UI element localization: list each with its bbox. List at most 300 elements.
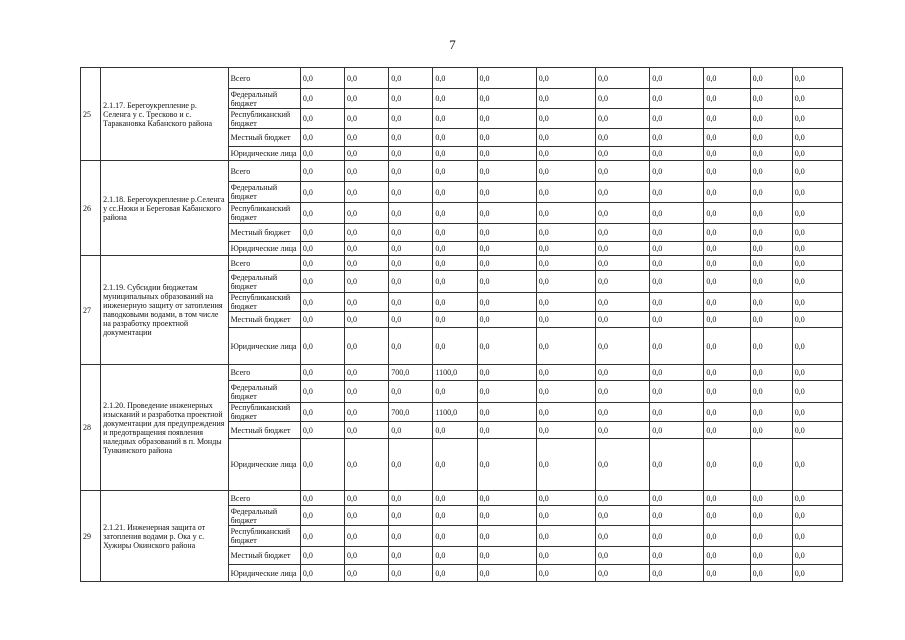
value-cell: 0,0: [704, 506, 750, 526]
value-cell: 0,0: [704, 109, 750, 129]
funding-source-label: Юридические лица: [228, 439, 300, 491]
value-cell: 0,0: [300, 293, 344, 312]
funding-source-label: Всего: [228, 491, 300, 506]
value-cell: 0,0: [345, 89, 389, 109]
value-cell: 0,0: [477, 224, 536, 242]
value-cell: 0,0: [536, 381, 595, 403]
value-cell: 0,0: [345, 109, 389, 129]
funding-source-label: Всего: [228, 256, 300, 271]
value-cell: 0,0: [595, 129, 649, 147]
value-cell: 0,0: [792, 526, 842, 547]
funding-source-label: Всего: [228, 161, 300, 182]
value-cell: 0,0: [389, 224, 433, 242]
value-cell: 0,0: [536, 224, 595, 242]
value-cell: 0,0: [595, 312, 649, 328]
value-cell: 0,0: [595, 328, 649, 365]
funding-source-label: Местный бюджет: [228, 547, 300, 565]
value-cell: 0,0: [704, 491, 750, 506]
value-cell: 0,0: [536, 242, 595, 256]
value-cell: 0,0: [345, 439, 389, 491]
value-cell: 0,0: [433, 147, 477, 161]
value-cell: 0,0: [433, 526, 477, 547]
item-number: 25: [81, 68, 101, 161]
value-cell: 0,0: [477, 256, 536, 271]
value-cell: 0,0: [300, 203, 344, 224]
funding-source-label: Федеральный бюджет: [228, 506, 300, 526]
value-cell: 0,0: [595, 89, 649, 109]
value-cell: 0,0: [345, 328, 389, 365]
value-cell: 0,0: [345, 312, 389, 328]
value-cell: 0,0: [595, 271, 649, 293]
value-cell: 0,0: [477, 203, 536, 224]
value-cell: 0,0: [650, 491, 704, 506]
value-cell: 0,0: [792, 381, 842, 403]
value-cell: 0,0: [750, 109, 792, 129]
value-cell: 0,0: [595, 242, 649, 256]
item-number: 27: [81, 256, 101, 365]
value-cell: 0,0: [536, 506, 595, 526]
value-cell: 0,0: [433, 161, 477, 182]
value-cell: 0,0: [345, 224, 389, 242]
value-cell: 0,0: [650, 293, 704, 312]
value-cell: 0,0: [389, 271, 433, 293]
value-cell: 0,0: [389, 147, 433, 161]
value-cell: 0,0: [595, 422, 649, 439]
value-cell: 0,0: [595, 439, 649, 491]
value-cell: 0,0: [595, 381, 649, 403]
value-cell: 0,0: [300, 328, 344, 365]
value-cell: 0,0: [300, 422, 344, 439]
value-cell: 0,0: [300, 182, 344, 203]
value-cell: 0,0: [345, 242, 389, 256]
value-cell: 0,0: [389, 161, 433, 182]
value-cell: 700,0: [389, 403, 433, 422]
value-cell: 0,0: [750, 147, 792, 161]
value-cell: 0,0: [300, 365, 344, 381]
value-cell: 0,0: [650, 203, 704, 224]
value-cell: 0,0: [536, 365, 595, 381]
funding-source-label: Местный бюджет: [228, 129, 300, 147]
value-cell: 0,0: [792, 147, 842, 161]
value-cell: 0,0: [536, 129, 595, 147]
value-cell: 0,0: [792, 312, 842, 328]
value-cell: 0,0: [389, 182, 433, 203]
value-cell: 0,0: [792, 293, 842, 312]
value-cell: 0,0: [750, 491, 792, 506]
value-cell: 0,0: [650, 439, 704, 491]
funding-source-label: Юридические лица: [228, 242, 300, 256]
value-cell: 0,0: [300, 224, 344, 242]
value-cell: 0,0: [792, 271, 842, 293]
value-cell: 0,0: [750, 161, 792, 182]
value-cell: 0,0: [477, 182, 536, 203]
value-cell: 0,0: [345, 381, 389, 403]
value-cell: 0,0: [300, 439, 344, 491]
value-cell: 0,0: [650, 547, 704, 565]
value-cell: 0,0: [704, 293, 750, 312]
value-cell: 0,0: [704, 89, 750, 109]
value-cell: 0,0: [650, 182, 704, 203]
value-cell: 0,0: [433, 182, 477, 203]
value-cell: 0,0: [650, 271, 704, 293]
value-cell: 0,0: [650, 224, 704, 242]
value-cell: 0,0: [750, 328, 792, 365]
value-cell: 0,0: [536, 271, 595, 293]
value-cell: 0,0: [433, 109, 477, 129]
table-row: [81, 491, 843, 506]
funding-source-label: Всего: [228, 365, 300, 381]
value-cell: 0,0: [536, 312, 595, 328]
value-cell: 0,0: [704, 256, 750, 271]
item-title: 2.1.20. Проведение инженерных изысканий и разработка проектной документации для предупреждения и предотвращения появления наледных образований в п. Монды Тункинского района: [101, 365, 229, 491]
value-cell: 0,0: [345, 526, 389, 547]
value-cell: 0,0: [792, 491, 842, 506]
value-cell: 0,0: [389, 422, 433, 439]
value-cell: 0,0: [389, 547, 433, 565]
funding-source-label: Федеральный бюджет: [228, 271, 300, 293]
value-cell: 0,0: [300, 312, 344, 328]
value-cell: 0,0: [345, 68, 389, 89]
value-cell: 0,0: [300, 565, 344, 582]
funding-source-label: Федеральный бюджет: [228, 89, 300, 109]
funding-source-label: Республиканский бюджет: [228, 203, 300, 224]
item-title: 2.1.18. Берегоукрепление р.Селенга у сс.Нюки и Береговая Кабанского района: [101, 161, 229, 256]
value-cell: 0,0: [433, 439, 477, 491]
value-cell: 0,0: [477, 565, 536, 582]
value-cell: 0,0: [300, 89, 344, 109]
value-cell: 0,0: [650, 403, 704, 422]
table-row: [81, 365, 843, 381]
value-cell: 0,0: [750, 271, 792, 293]
value-cell: 0,0: [389, 109, 433, 129]
funding-source-label: Юридические лица: [228, 328, 300, 365]
item-title: 2.1.17. Берегоукрепление р. Селенга у с. Тресково и с. Таракановка Кабанского района: [101, 68, 229, 161]
value-cell: 0,0: [433, 328, 477, 365]
value-cell: 0,0: [595, 365, 649, 381]
value-cell: 0,0: [477, 422, 536, 439]
value-cell: 0,0: [433, 242, 477, 256]
value-cell: 0,0: [536, 147, 595, 161]
value-cell: 0,0: [300, 129, 344, 147]
value-cell: 0,0: [650, 256, 704, 271]
value-cell: 0,0: [389, 242, 433, 256]
value-cell: 0,0: [536, 526, 595, 547]
value-cell: 0,0: [389, 312, 433, 328]
value-cell: 0,0: [433, 293, 477, 312]
value-cell: 0,0: [792, 422, 842, 439]
value-cell: 0,0: [433, 203, 477, 224]
value-cell: 0,0: [595, 182, 649, 203]
value-cell: 0,0: [536, 403, 595, 422]
value-cell: 0,0: [650, 328, 704, 365]
value-cell: 0,0: [595, 203, 649, 224]
value-cell: 0,0: [477, 526, 536, 547]
value-cell: 0,0: [300, 547, 344, 565]
value-cell: 0,0: [750, 224, 792, 242]
value-cell: 0,0: [389, 293, 433, 312]
value-cell: 0,0: [650, 526, 704, 547]
item-title: 2.1.21. Инженерная защита от затопления водами р. Ока у с. Хужиры Окинского района: [101, 491, 229, 582]
value-cell: 0,0: [650, 242, 704, 256]
value-cell: 0,0: [650, 109, 704, 129]
page-number: 7: [449, 37, 456, 52]
value-cell: 0,0: [704, 365, 750, 381]
value-cell: 0,0: [595, 506, 649, 526]
value-cell: 0,0: [433, 129, 477, 147]
value-cell: 0,0: [595, 109, 649, 129]
value-cell: 0,0: [792, 242, 842, 256]
value-cell: 0,0: [792, 68, 842, 89]
value-cell: 0,0: [345, 565, 389, 582]
value-cell: 0,0: [389, 129, 433, 147]
value-cell: 0,0: [433, 89, 477, 109]
value-cell: 0,0: [389, 381, 433, 403]
value-cell: 0,0: [650, 89, 704, 109]
value-cell: 0,0: [750, 256, 792, 271]
value-cell: 0,0: [536, 161, 595, 182]
value-cell: 0,0: [345, 293, 389, 312]
value-cell: 0,0: [595, 293, 649, 312]
value-cell: 0,0: [477, 68, 536, 89]
value-cell: 0,0: [389, 256, 433, 271]
value-cell: 0,0: [300, 381, 344, 403]
value-cell: 0,0: [345, 256, 389, 271]
value-cell: 0,0: [704, 271, 750, 293]
value-cell: 0,0: [345, 547, 389, 565]
funding-source-label: Юридические лица: [228, 147, 300, 161]
value-cell: 0,0: [595, 403, 649, 422]
value-cell: 0,0: [536, 256, 595, 271]
value-cell: 0,0: [477, 506, 536, 526]
value-cell: 0,0: [792, 256, 842, 271]
value-cell: 0,0: [750, 526, 792, 547]
value-cell: 0,0: [704, 422, 750, 439]
value-cell: 0,0: [750, 439, 792, 491]
value-cell: 0,0: [345, 506, 389, 526]
value-cell: 0,0: [595, 161, 649, 182]
value-cell: 0,0: [300, 109, 344, 129]
value-cell: 0,0: [477, 547, 536, 565]
funding-source-label: Федеральный бюджет: [228, 182, 300, 203]
value-cell: 0,0: [595, 224, 649, 242]
value-cell: 0,0: [792, 203, 842, 224]
value-cell: 0,0: [300, 161, 344, 182]
value-cell: 0,0: [389, 89, 433, 109]
value-cell: 0,0: [650, 365, 704, 381]
value-cell: 0,0: [389, 439, 433, 491]
value-cell: 0,0: [595, 491, 649, 506]
value-cell: 0,0: [389, 68, 433, 89]
value-cell: 0,0: [750, 182, 792, 203]
value-cell: 0,0: [650, 68, 704, 89]
value-cell: 0,0: [477, 147, 536, 161]
value-cell: 0,0: [750, 68, 792, 89]
value-cell: 0,0: [300, 242, 344, 256]
table-row: [81, 256, 843, 271]
value-cell: 0,0: [477, 293, 536, 312]
value-cell: 0,0: [477, 439, 536, 491]
value-cell: 0,0: [536, 491, 595, 506]
value-cell: 0,0: [536, 547, 595, 565]
value-cell: 0,0: [433, 565, 477, 582]
value-cell: 0,0: [704, 182, 750, 203]
value-cell: 0,0: [300, 491, 344, 506]
value-cell: 0,0: [650, 129, 704, 147]
value-cell: 0,0: [300, 68, 344, 89]
value-cell: 0,0: [750, 403, 792, 422]
value-cell: 0,0: [345, 422, 389, 439]
value-cell: 0,0: [300, 403, 344, 422]
value-cell: 0,0: [792, 328, 842, 365]
value-cell: 0,0: [433, 491, 477, 506]
value-cell: 0,0: [704, 565, 750, 582]
funding-source-label: Юридические лица: [228, 565, 300, 582]
value-cell: 0,0: [750, 365, 792, 381]
value-cell: 0,0: [477, 365, 536, 381]
value-cell: 0,0: [750, 506, 792, 526]
value-cell: 0,0: [704, 147, 750, 161]
value-cell: 0,0: [750, 565, 792, 582]
funding-source-label: Местный бюджет: [228, 224, 300, 242]
value-cell: 1100,0: [433, 365, 477, 381]
value-cell: 0,0: [704, 547, 750, 565]
value-cell: 0,0: [300, 506, 344, 526]
value-cell: 0,0: [595, 547, 649, 565]
value-cell: 0,0: [650, 147, 704, 161]
value-cell: 0,0: [345, 129, 389, 147]
value-cell: 0,0: [704, 161, 750, 182]
value-cell: 0,0: [704, 403, 750, 422]
value-cell: 0,0: [345, 161, 389, 182]
value-cell: 0,0: [433, 68, 477, 89]
value-cell: 0,0: [433, 381, 477, 403]
value-cell: 0,0: [477, 242, 536, 256]
value-cell: 0,0: [389, 506, 433, 526]
value-cell: 0,0: [750, 312, 792, 328]
value-cell: 0,0: [595, 526, 649, 547]
funding-source-label: Местный бюджет: [228, 422, 300, 439]
funding-source-label: Республиканский бюджет: [228, 526, 300, 547]
value-cell: 0,0: [300, 526, 344, 547]
value-cell: 0,0: [536, 422, 595, 439]
item-title: 2.1.19. Субсидии бюджетам муниципальных образований на инженерную защиту от затопления паводковыми водами, в том числе на разработку проектной документации: [101, 256, 229, 365]
value-cell: 0,0: [477, 491, 536, 506]
funding-source-label: Местный бюджет: [228, 312, 300, 328]
value-cell: 0,0: [595, 565, 649, 582]
value-cell: 0,0: [792, 109, 842, 129]
value-cell: 0,0: [792, 129, 842, 147]
value-cell: 0,0: [389, 565, 433, 582]
value-cell: 0,0: [477, 109, 536, 129]
value-cell: 0,0: [595, 147, 649, 161]
value-cell: 0,0: [477, 129, 536, 147]
value-cell: 0,0: [704, 203, 750, 224]
funding-source-label: Республиканский бюджет: [228, 109, 300, 129]
value-cell: 0,0: [433, 422, 477, 439]
value-cell: 0,0: [750, 293, 792, 312]
value-cell: 0,0: [792, 439, 842, 491]
value-cell: 0,0: [389, 491, 433, 506]
value-cell: 0,0: [389, 328, 433, 365]
value-cell: 0,0: [536, 182, 595, 203]
value-cell: 0,0: [792, 506, 842, 526]
value-cell: 0,0: [345, 365, 389, 381]
value-cell: 0,0: [792, 365, 842, 381]
value-cell: 0,0: [345, 491, 389, 506]
value-cell: 0,0: [536, 439, 595, 491]
value-cell: 0,0: [536, 293, 595, 312]
value-cell: 0,0: [433, 256, 477, 271]
value-cell: 0,0: [345, 203, 389, 224]
value-cell: 0,0: [536, 328, 595, 365]
value-cell: 0,0: [433, 224, 477, 242]
value-cell: 0,0: [792, 89, 842, 109]
table-row: [81, 161, 843, 182]
item-number: 26: [81, 161, 101, 256]
value-cell: 0,0: [650, 381, 704, 403]
value-cell: 0,0: [477, 328, 536, 365]
value-cell: 700,0: [389, 365, 433, 381]
funding-source-label: Республиканский бюджет: [228, 293, 300, 312]
value-cell: 0,0: [433, 506, 477, 526]
value-cell: 0,0: [704, 129, 750, 147]
funding-source-label: Всего: [228, 68, 300, 89]
value-cell: 0,0: [704, 526, 750, 547]
value-cell: 0,0: [536, 109, 595, 129]
value-cell: 0,0: [536, 203, 595, 224]
item-number: 29: [81, 491, 101, 582]
value-cell: 0,0: [704, 312, 750, 328]
value-cell: 0,0: [345, 403, 389, 422]
value-cell: 0,0: [792, 161, 842, 182]
value-cell: 0,0: [750, 203, 792, 224]
value-cell: 0,0: [389, 203, 433, 224]
value-cell: 0,0: [650, 422, 704, 439]
value-cell: 0,0: [536, 565, 595, 582]
item-number: 28: [81, 365, 101, 491]
value-cell: 0,0: [433, 547, 477, 565]
value-cell: 0,0: [345, 182, 389, 203]
value-cell: 0,0: [477, 161, 536, 182]
value-cell: 0,0: [389, 526, 433, 547]
value-cell: 0,0: [704, 328, 750, 365]
value-cell: 0,0: [477, 403, 536, 422]
value-cell: 0,0: [750, 242, 792, 256]
value-cell: 0,0: [595, 256, 649, 271]
value-cell: 0,0: [477, 312, 536, 328]
value-cell: 0,0: [704, 381, 750, 403]
value-cell: 0,0: [704, 224, 750, 242]
value-cell: 0,0: [300, 256, 344, 271]
value-cell: 0,0: [536, 68, 595, 89]
value-cell: 0,0: [595, 68, 649, 89]
value-cell: 0,0: [300, 271, 344, 293]
value-cell: 0,0: [750, 547, 792, 565]
value-cell: 0,0: [792, 565, 842, 582]
value-cell: 0,0: [345, 271, 389, 293]
value-cell: 0,0: [433, 312, 477, 328]
value-cell: 0,0: [536, 89, 595, 109]
value-cell: 0,0: [704, 439, 750, 491]
value-cell: 0,0: [750, 89, 792, 109]
value-cell: 0,0: [477, 89, 536, 109]
budget-table: [80, 67, 843, 582]
value-cell: 1100,0: [433, 403, 477, 422]
value-cell: 0,0: [433, 271, 477, 293]
table-row: [81, 68, 843, 89]
value-cell: 0,0: [704, 68, 750, 89]
value-cell: 0,0: [792, 224, 842, 242]
